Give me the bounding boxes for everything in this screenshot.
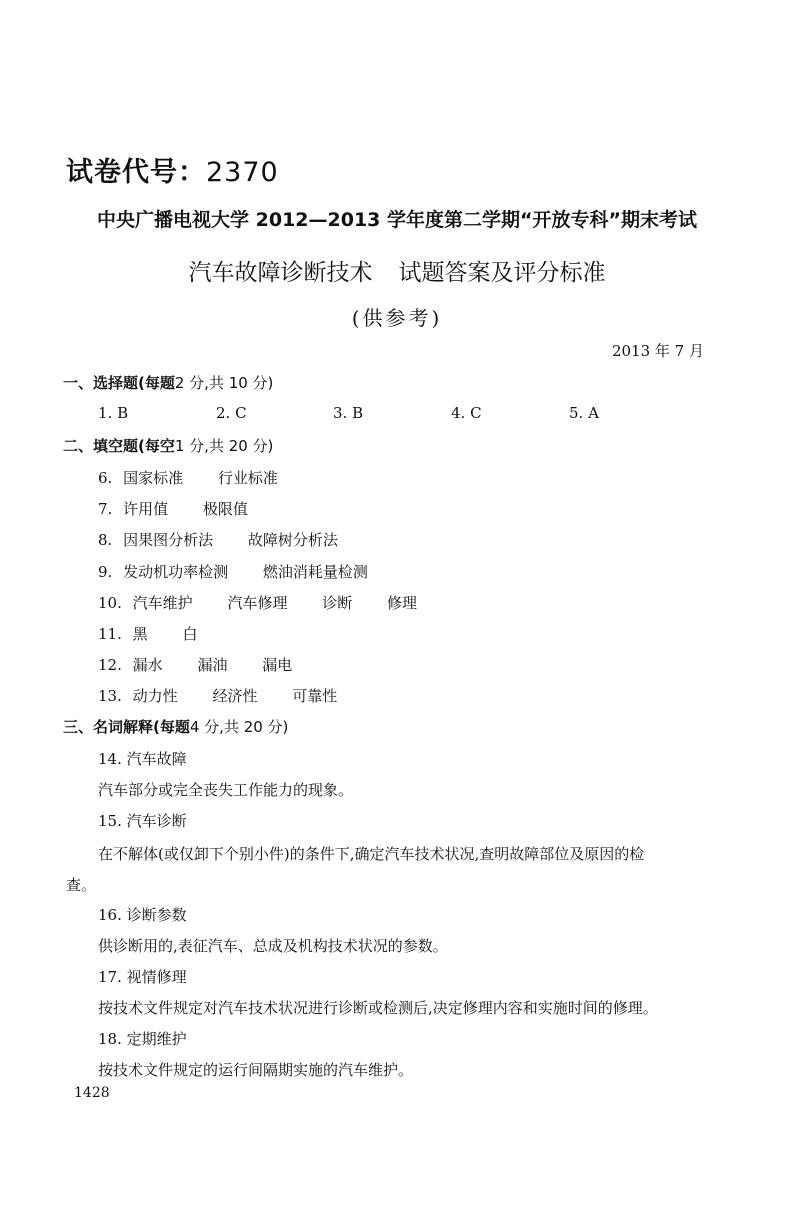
section-2-heading xyxy=(63,435,273,456)
answer-part: 黑 xyxy=(132,625,148,643)
fill-item-13 xyxy=(98,685,337,706)
item-number: 13. xyxy=(98,687,122,705)
fill-item-10 xyxy=(98,592,417,613)
answer-part: 因果图分析法 xyxy=(123,531,214,549)
exam-title: 中央广播电视大学 2012—2013 学年度第二学期“开放专科”期末考试 xyxy=(97,209,697,231)
answer-part: 发动机功率检测 xyxy=(123,563,229,581)
section-1-title: 一、选择题(每题 xyxy=(63,374,175,392)
exam-code-number: 2370 xyxy=(206,157,279,188)
term-15: 15. 汽车诊断 xyxy=(98,812,187,830)
term-16: 16. 诊断参数 xyxy=(98,906,187,924)
answer-part: 经济性 xyxy=(212,687,258,705)
exam-code-sep: ： xyxy=(178,157,206,188)
section-2-title: 二、填空题(每空 xyxy=(63,437,175,455)
answer-part: 可靠性 xyxy=(292,687,338,705)
term-18: 18. 定期维护 xyxy=(98,1030,187,1048)
definition-15-cont: 查。 xyxy=(66,876,97,894)
item-number: 6. xyxy=(98,469,113,487)
item-number: 12. xyxy=(98,656,122,674)
answer-part: 燃油消耗量检测 xyxy=(262,563,368,581)
fill-item-12 xyxy=(98,654,292,675)
definition-14: 汽车部分或完全丧失工作能力的现象。 xyxy=(98,781,354,799)
answer-part: 漏水 xyxy=(132,656,163,674)
mc-answer: 2. C xyxy=(216,404,247,422)
section-1-heading xyxy=(63,372,273,393)
fill-item-8 xyxy=(98,529,338,550)
item-number: 9. xyxy=(98,563,113,581)
term-14: 14. 汽车故障 xyxy=(98,750,187,768)
fill-item-7 xyxy=(98,498,248,519)
item-number: 10. xyxy=(98,594,122,612)
fill-item-6 xyxy=(98,467,278,488)
mc-answer: 4. C xyxy=(451,404,482,422)
exam-code xyxy=(66,150,279,189)
answer-part: 动力性 xyxy=(132,687,178,705)
item-number: 11. xyxy=(98,625,122,643)
answer-part: 极限值 xyxy=(202,500,248,518)
fill-item-11 xyxy=(98,623,197,644)
mc-answer: 1. B xyxy=(98,404,129,422)
item-number: 7. xyxy=(98,500,113,518)
answer-part: 漏电 xyxy=(262,656,293,674)
section-2-points: 1 分,共 20 分) xyxy=(174,437,274,455)
fill-item-9 xyxy=(98,561,368,582)
item-number: 8. xyxy=(98,531,113,549)
section-1-points: 2 分,共 10 分) xyxy=(174,374,274,392)
answer-part: 诊断 xyxy=(322,594,353,612)
mc-answer: 5. A xyxy=(569,404,599,422)
answer-part: 白 xyxy=(182,625,198,643)
section-3-title: 三、名词解释(每题 xyxy=(63,718,190,736)
exam-code-label: 试卷代号 xyxy=(66,157,178,188)
definition-18: 按技术文件规定的运行间隔期实施的汽车维护。 xyxy=(98,1061,414,1079)
answer-part: 国家标准 xyxy=(123,469,184,487)
exam-date: 2013 年 7 月 xyxy=(611,342,704,360)
answer-part: 汽车维护 xyxy=(132,594,193,612)
section-3-heading xyxy=(63,716,288,737)
answer-part: 修理 xyxy=(387,594,418,612)
answer-part: 许用值 xyxy=(123,500,169,518)
answer-part: 故障树分析法 xyxy=(247,531,338,549)
answer-part: 行业标准 xyxy=(217,469,278,487)
reference-note: (供参考) xyxy=(351,306,443,330)
subject-name: 汽车故障诊断技术 xyxy=(188,260,373,286)
term-17: 17. 视情修理 xyxy=(98,968,187,986)
definition-17: 按技术文件规定对汽车技术状况进行诊断或检测后,决定修理内容和实施时间的修理。 xyxy=(98,999,658,1017)
definition-16: 供诊断用的,表征汽车、总成及机构技术状况的参数。 xyxy=(98,937,448,955)
answer-part: 漏油 xyxy=(197,656,228,674)
subject-title xyxy=(0,254,794,287)
page-number: 1428 xyxy=(74,1085,110,1101)
answer-part: 汽车修理 xyxy=(227,594,288,612)
doc-type: 试题答案及评分标准 xyxy=(398,260,606,286)
section-3-points: 4 分,共 20 分) xyxy=(189,718,289,736)
definition-15: 在不解体(或仅卸下个别小件)的条件下,确定汽车技术状况,查明故障部位及原因的检 xyxy=(98,845,645,863)
mc-answer: 3. B xyxy=(333,404,364,422)
